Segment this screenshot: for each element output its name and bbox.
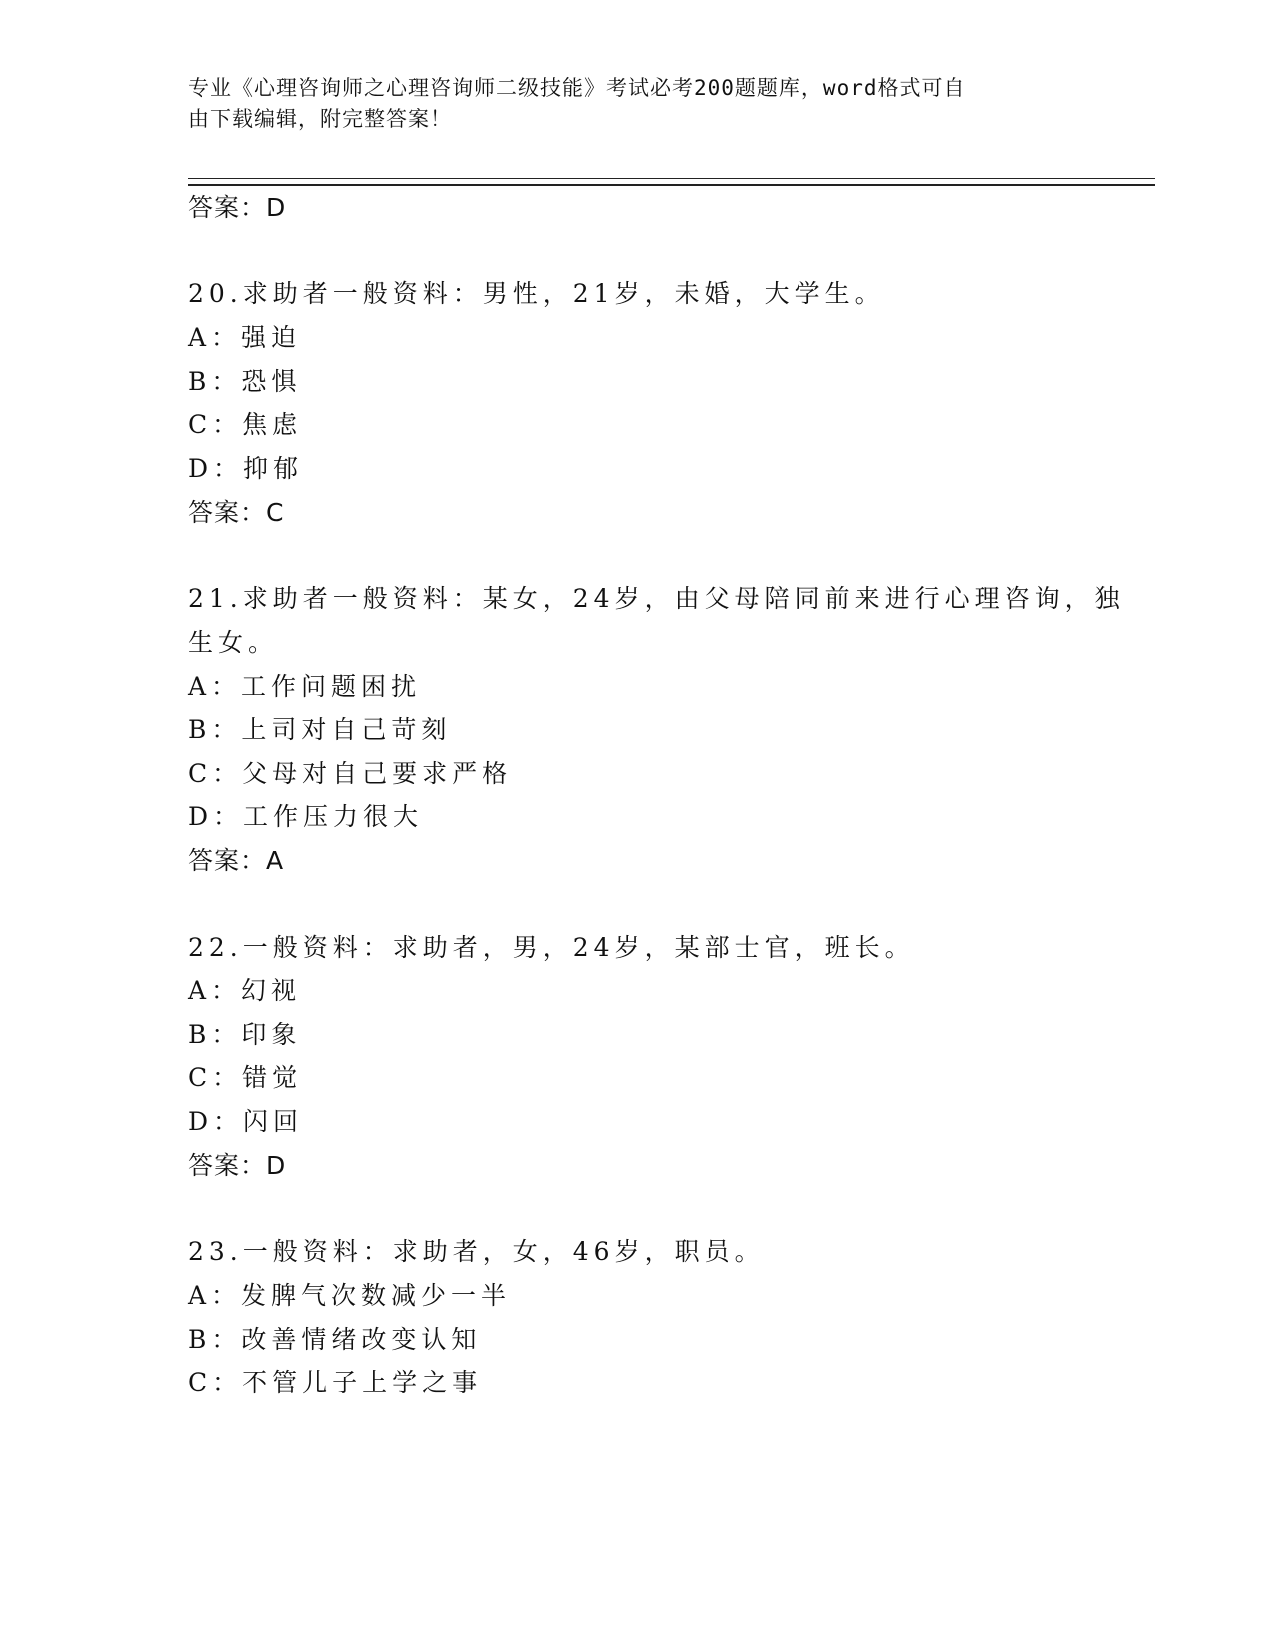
question-stem: 20.求助者一般资料：男性，21岁，未婚，大学生。 [188,279,885,308]
option-c: C：错觉 [188,1063,303,1092]
option-c: C：焦虑 [188,410,303,439]
option-b: B：印象 [188,1020,302,1049]
answer-label: 答案：D [188,1151,287,1180]
option-a: A：强迫 [188,323,302,352]
option-b: B：上司对自己苛刻 [188,715,452,744]
option-b: B：改善情绪改变认知 [188,1325,482,1354]
question-stem: 23.一般资料：求助者，女，46岁，职员。 [188,1237,765,1266]
option-d: D：工作压力很大 [188,802,424,831]
option-c: C：父母对自己要求严格 [188,759,513,788]
option-b: B：恐惧 [188,367,302,396]
header-line-2: 由下载编辑，附完整答案！ [188,107,452,131]
answer-label: 答案：C [188,498,285,527]
question-stem-continued: 生女。 [188,628,279,657]
answer-label: 答案：D [188,193,287,222]
option-c: C：不管儿子上学之事 [188,1368,483,1397]
header-line-1: 专业《心理咨询师之心理咨询师二级技能》考试必考200题题库，word格式可自 [188,76,966,100]
option-a: A：幻视 [188,976,302,1005]
question-stem: 22.一般资料：求助者，男，24岁，某部士官，班长。 [188,933,915,962]
header-divider [188,178,1155,186]
option-a: A：发脾气次数减少一半 [188,1281,512,1310]
question-stem: 21.求助者一般资料：某女，24岁，由父母陪同前来进行心理咨询，独 [188,584,1125,613]
option-d: D：抑郁 [188,454,304,483]
answer-label: 答案：A [188,846,285,875]
option-d: D：闪回 [188,1107,304,1136]
document-header [188,73,1068,135]
option-a: A：工作问题困扰 [188,672,422,701]
